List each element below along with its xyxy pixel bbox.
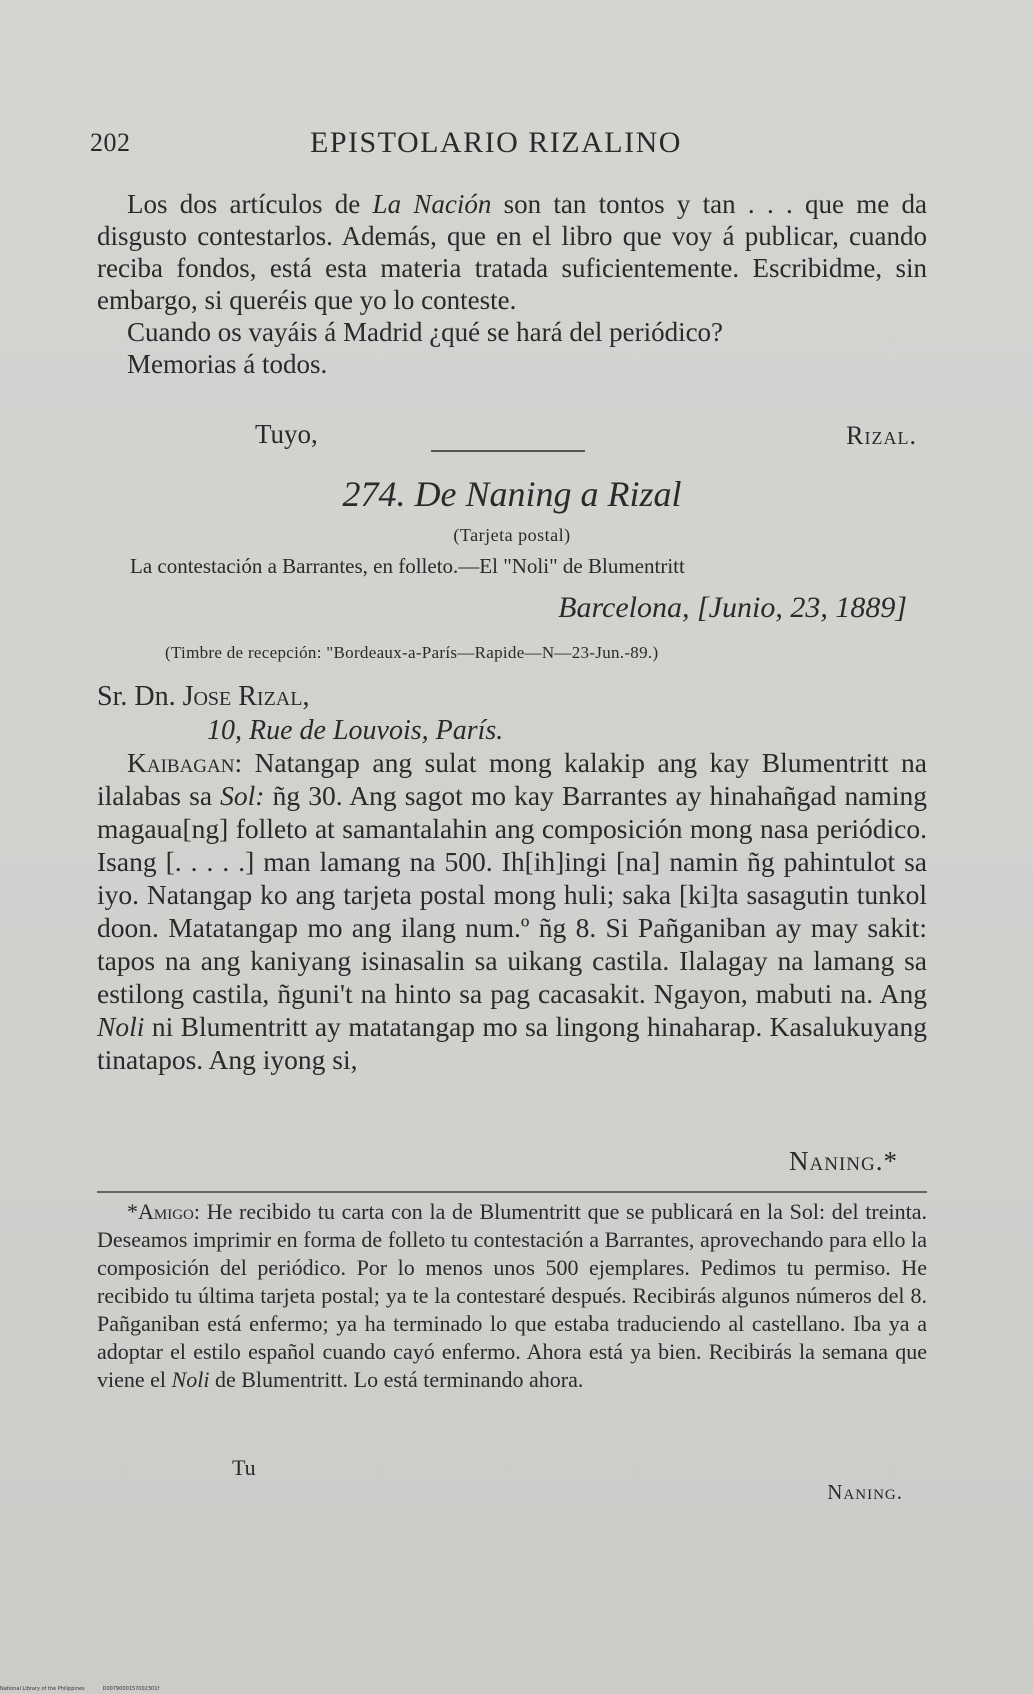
page-header [90,128,923,168]
book-title: Noli [171,1367,210,1392]
scan-credit [0,1686,159,1692]
previous-letter-closing [97,419,927,455]
page-number: 202 [90,128,131,157]
postmark-note: (Timbre de recepción: "Bordeaux-a-París—Rapide—N—23-Jun.-89.) [165,643,659,662]
previous-letter-paragraph-3: Memorias á todos. [127,349,328,379]
salutation: Kaibagan [127,747,235,778]
footnote-valediction: Tu [232,1455,256,1480]
previous-letter-body [97,188,927,380]
scan-credit-library: National Library of the Philippines [0,1686,85,1692]
footnote-salutation: Amigo [138,1199,194,1224]
text-run: son tan tontos y tan . . . que me da disgusto contestarlos. Además, que en el libro que voy á publicar, cuando reciba fondos, está esta materia tratada suficientemente. Escribidme, sin embargo, si queréis que yo lo conteste. [97,189,927,315]
addressee-name-line [97,680,503,714]
addressee-address: 10, Rue de Louvois, París. [207,715,504,746]
footnote-translation [97,1198,927,1394]
book-title: Noli [97,1011,145,1042]
text-run: : He recibido tu carta con la de Blumentritt que se publicará en la Sol: del treinta. Deseamos imprimir en forma de folleto tu contestación a Barrantes, aprovechando para ello la composición del periódico. Por lo menos unos 500 ejemplares. Pedimos tu permiso. He recibido tu última tarjeta postal; ya te la contestaré después. Recibirás algunos números del 8. Pañganiban está enfermo; ya ha terminado lo que estaba traduciendo al castellano. Iba ya a adoptar el estilo español cuando cayó enfermo. Ahora está ya bien. Recibirás la semana que viene el [97,1199,927,1392]
letter-heading: 274. De Naning a Rizal [342,474,682,514]
text-run: Los dos artículos de [127,189,373,219]
text-run: ni Blumentritt ay matatangap mo sa lingong hinaharap. Kasalukuyang tinatapos. Ang iyong si, [97,1011,927,1075]
letter-body [97,746,927,1076]
previous-letter-paragraph-1 [97,188,927,316]
text-run: ñg 30. Ang sagot mo kay Barrantes ay hinahañgad naming magaua[ng] folleto at samantalahin ang composición mong nasa periódico. Isang [. . . . .] man lamang na 500. Ih[ih]ingi [na] namin ñg pahintulot sa iyo. Natangap ko ang tarjeta postal mong huli; saka [ki]ta sasagutin tunkol doon. Matatangap mo ang ilang num.º ñg 8. Si Pañganiban ay may sakit: tapos na ang kaniyang isinasalin sa uikang castila. Ilalagay na lamang sa estilong castila, ñguni't na hinto sa pag cacasakit. Ngayon, mabuti na. Ang [97,780,927,1009]
addressee-prefix: Sr. Dn. [97,681,183,712]
newspaper-title: La Nación [372,189,492,219]
text-run: : Natangap ang sulat mong kalakip ang kay Blumentritt na ilalabas sa [97,747,927,811]
running-title: EPISTOLARIO RIZALINO [310,126,682,159]
section-divider [431,450,585,452]
letter-dateline: Barcelona, [Junio, 23, 1889] [558,591,907,624]
previous-letter-paragraph-2: Cuando os vayáis á Madrid ¿qué se hará del periódico? [127,317,724,347]
text-run: de Blumentritt. Lo está terminando ahora. [209,1367,584,1392]
signature-rizal: Rizal. [846,421,917,450]
addressee-block [97,680,503,748]
footnote-signature: Naning. [827,1480,903,1504]
signature-naning: Naning.* [789,1146,898,1176]
newspaper-title: Sol: [220,780,265,811]
footnote-marker: * [127,1199,138,1224]
letter-summary: La contestación a Barrantes, en folleto.—El "Noli" de Blumentritt [130,554,685,578]
footnote-divider [97,1191,927,1193]
letter-type: (Tarjeta postal) [453,525,571,545]
scan-credit-id: D0079000157002301f [102,1686,160,1692]
valediction: Tuyo, [255,419,318,449]
addressee-name: Jose Rizal, [182,681,310,712]
